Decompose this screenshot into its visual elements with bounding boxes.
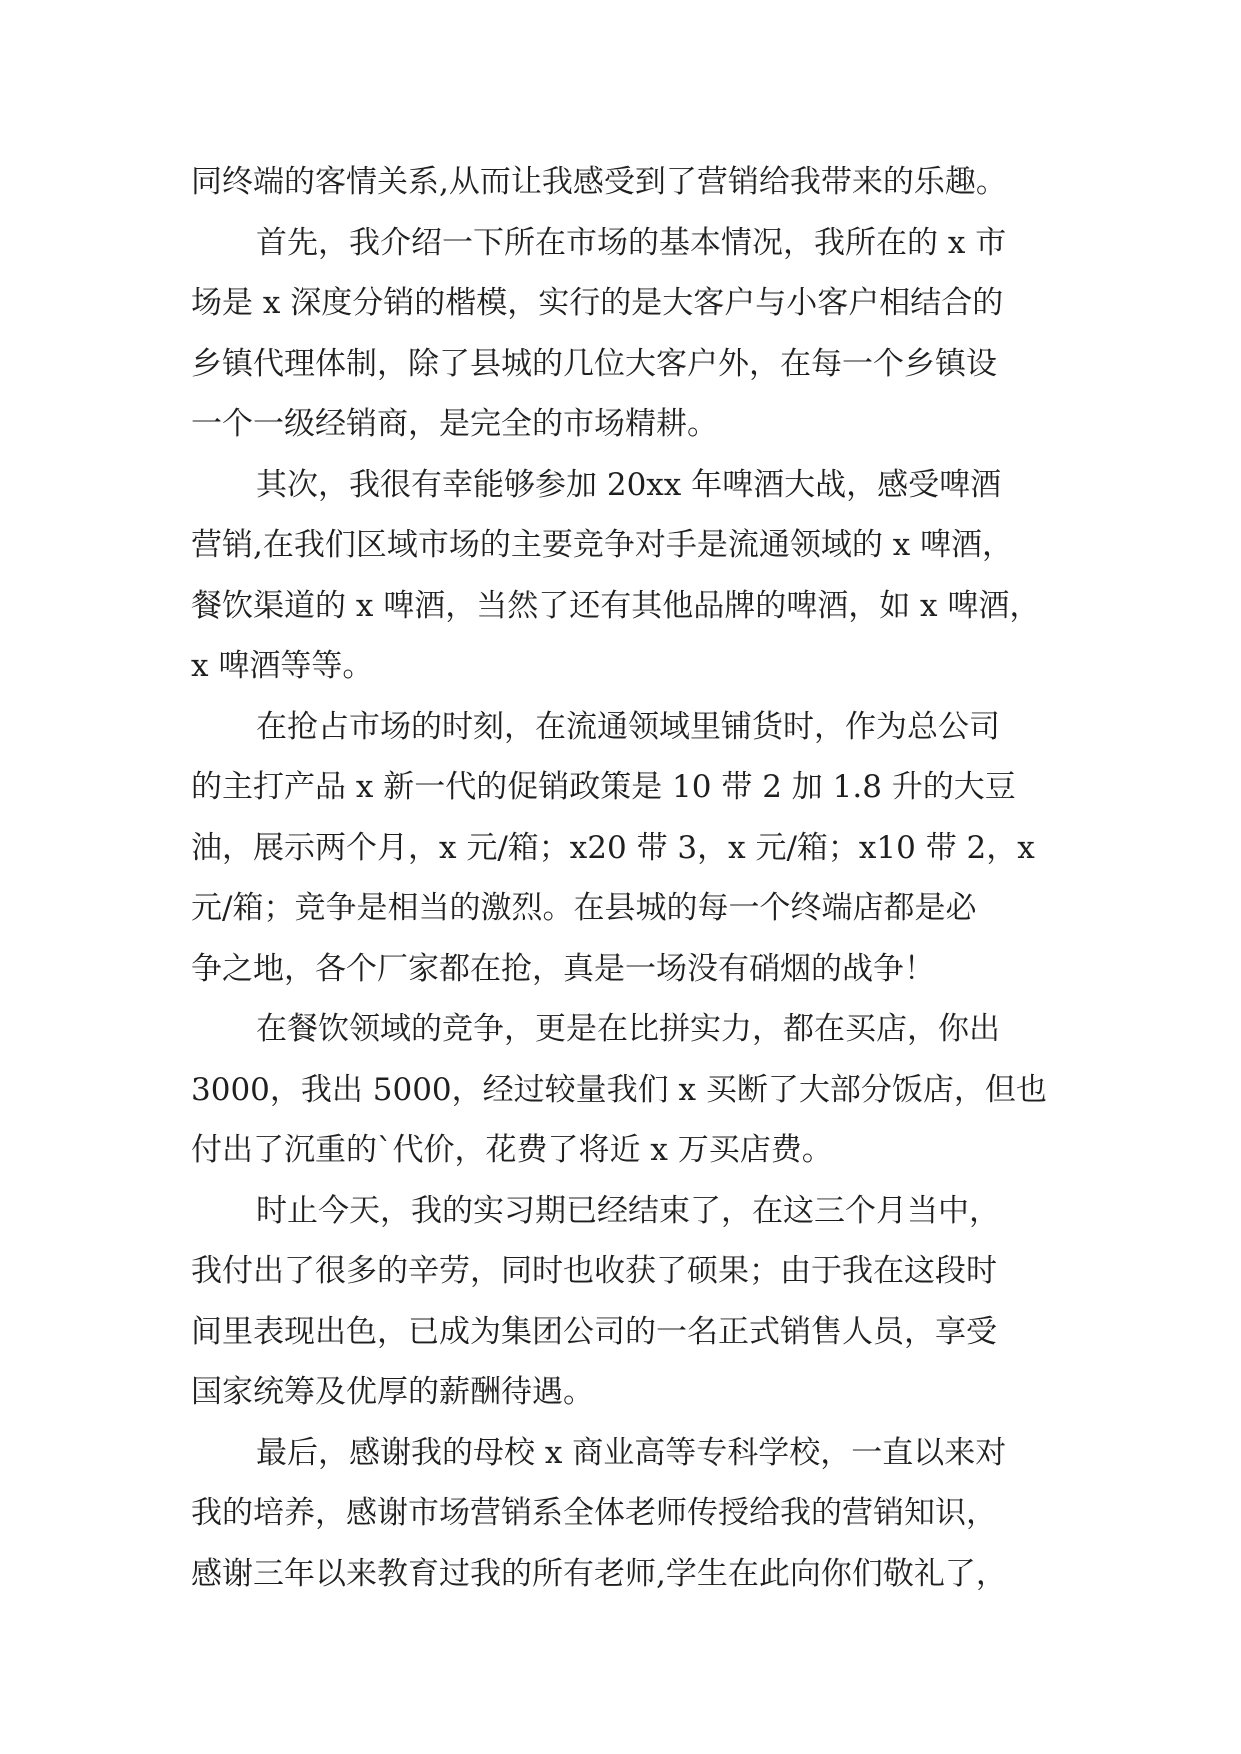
body-text-line: 营销,在我们区域市场的主要竞争对手是流通领域的 x 啤酒， [191, 527, 1014, 563]
body-text-line: 的主打产品 x 新一代的促销政策是 10 带 2 加 1.8 升的大豆 [191, 769, 1016, 805]
body-text-line: 间里表现出色，已成为集团公司的一名正式销售人员，享受 [191, 1314, 997, 1350]
body-text-line: 我的培养，感谢市场营销系全体老师传授给我的营销知识， [191, 1495, 997, 1531]
body-text-line: 一个一级经销商，是完全的市场精耕。 [191, 406, 718, 442]
paragraph-first-line: 时止今天，我的实习期已经结束了，在这三个月当中， [256, 1193, 1000, 1229]
body-text-line: 3000，我出 5000，经过较量我们 x 买断了大部分饭店，但也 [191, 1072, 1047, 1108]
paragraph-first-line: 在抢占市场的时刻，在流通领域里铺货时，作为总公司 [256, 709, 1000, 745]
body-text-line: 争之地，各个厂家都在抢，真是一场没有硝烟的战争！ [191, 951, 935, 987]
body-text-line: 场是 x 深度分销的楷模，实行的是大客户与小客户相结合的 [191, 285, 1004, 321]
body-text-line: 餐饮渠道的 x 啤酒，当然了还有其他品牌的啤酒，如 x 啤酒， [191, 588, 1041, 624]
body-text-line: 元/箱；竞争是相当的激烈。在县城的每一个终端店都是必 [191, 890, 977, 926]
paragraph-first-line: 在餐饮领域的竞争，更是在比拼实力，都在买店，你出 [256, 1011, 1000, 1047]
body-text-line: 油，展示两个月，x 元/箱；x20 带 3，x 元/箱；x10 带 2，x [191, 830, 1035, 866]
body-text-line: x 啤酒等等。 [191, 648, 374, 684]
body-text-line: 国家统筹及优厚的薪酬待遇。 [191, 1374, 594, 1410]
body-text-line: 乡镇代理体制，除了县城的几位大客户外，在每一个乡镇设 [191, 346, 997, 382]
body-text-line: 付出了沉重的`代价，花费了将近 x 万买店费。 [191, 1132, 833, 1168]
body-text-line: 同终端的客情关系,从而让我感受到了营销给我带来的乐趣。 [191, 164, 1007, 200]
body-text-line: 我付出了很多的辛劳，同时也收获了硕果；由于我在这段时 [191, 1253, 997, 1289]
body-text-line: 感谢三年以来教育过我的所有老师,学生在此向你们敬礼了， [191, 1556, 1007, 1592]
paragraph-first-line: 最后，感谢我的母校 x 商业高等专科学校，一直以来对 [256, 1435, 1007, 1471]
paragraph-first-line: 首先，我介绍一下所在市场的基本情况，我所在的 x 市 [256, 225, 1007, 261]
paragraph-first-line: 其次，我很有幸能够参加 20xx 年啤酒大战，感受啤酒 [256, 467, 1002, 503]
